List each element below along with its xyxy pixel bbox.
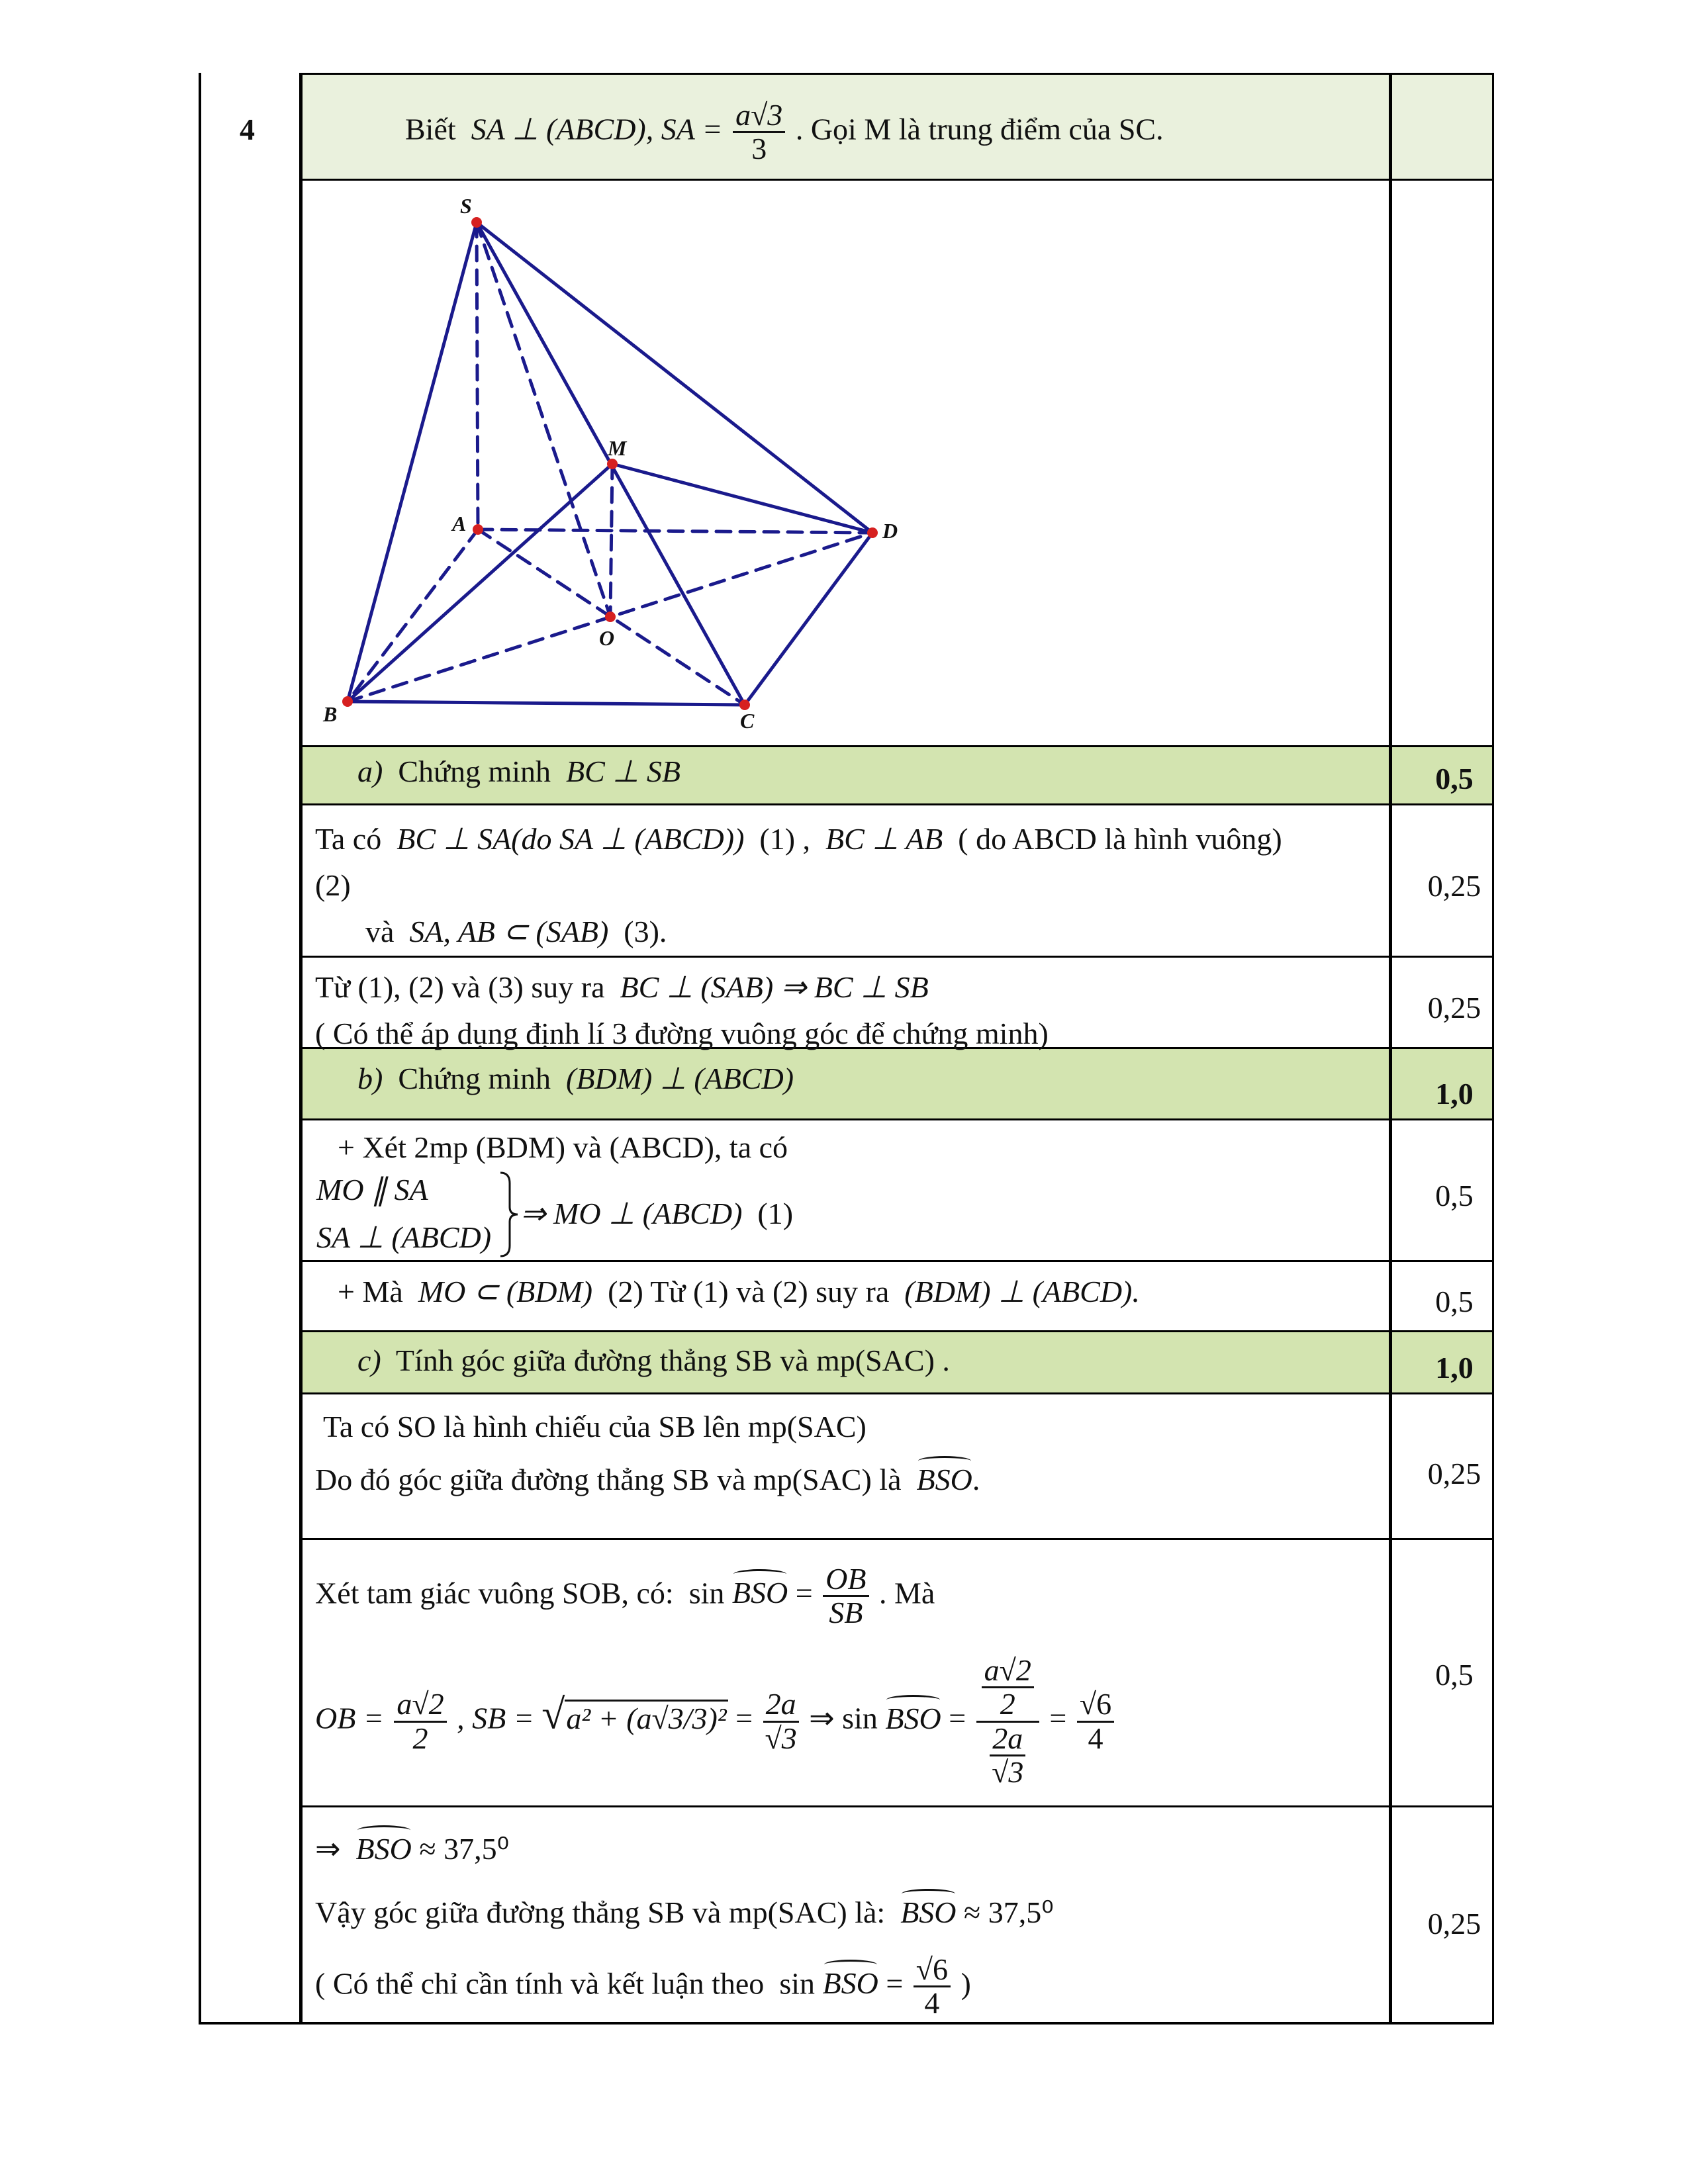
text-sin: sin [688, 1576, 725, 1610]
intro-given: SA ⊥ (ABCD), SA = [471, 112, 723, 146]
result-fraction [1077, 1688, 1114, 1754]
row-rule [299, 745, 1494, 747]
sb-numerator: 2a [763, 1688, 799, 1722]
text-sin: sin [779, 1966, 815, 2001]
table-bottom-border [199, 2022, 1494, 2025]
point-o [605, 612, 616, 622]
inner-top-denominator: 2 [1000, 1687, 1015, 1721]
compound-fraction [976, 1655, 1039, 1788]
part-b-title: Chứng minh [398, 1062, 551, 1095]
part-c-header-score: 1,0 [1435, 1351, 1474, 1385]
ob-denominator: 2 [412, 1721, 428, 1755]
inner-fraction-top [982, 1655, 1034, 1721]
row-rule [299, 1392, 1494, 1394]
part-a-label: a) [357, 754, 383, 788]
part-a-math: BC ⊥ SB [566, 754, 680, 788]
part-c-row3-line3 [315, 1954, 971, 2020]
row-rule [299, 179, 1494, 181]
part-a-row1-line3 [365, 915, 667, 950]
point-b [342, 696, 353, 707]
part-c-title: Tính góc giữa đường thẳng SB và mp(SAC) . [395, 1343, 950, 1377]
point-m [607, 459, 618, 469]
part-c-row1-score: 0,25 [1427, 1457, 1481, 1490]
ratio-numerator: OB [823, 1563, 868, 1597]
sa-denominator: 3 [751, 132, 767, 166]
hidden-edge-so [477, 222, 610, 617]
text-va: và [365, 915, 395, 948]
sa-numerator: a√3 [733, 99, 785, 133]
point-s [471, 217, 482, 228]
text-approx-value: ≈ 37,5⁰ [419, 1832, 510, 1866]
intro-statement [405, 99, 1164, 165]
math-bc-perp-sb-conclusion: BC ⊥ (SAB) ⇒ BC ⊥ SB [620, 970, 929, 1004]
ob-fraction [394, 1688, 446, 1754]
part-b-math: (BDM) ⊥ (ABCD) [566, 1062, 794, 1095]
system-brace-icon [496, 1170, 523, 1259]
text-tag-1: (1) [757, 1197, 794, 1230]
part-b-row2-score: 0,5 [1435, 1285, 1474, 1318]
point-d [867, 527, 878, 538]
hidden-edge-ab [348, 529, 478, 702]
text-tag-1: (1) , [759, 822, 811, 856]
table-left-border [199, 73, 201, 2024]
edge-bc [348, 702, 745, 705]
part-b-system-line1: MO ∥ SA [316, 1173, 428, 1206]
part-a-row2-line2: ( Có thể áp dụng định lí 3 đường vuông góc để chứng minh) [315, 1017, 1049, 1050]
label-m: M [608, 436, 627, 460]
edge-sb [348, 222, 477, 702]
angle-bso: BSO [822, 1966, 878, 2001]
sb-radicand: a² + (a√3/3)² [565, 1700, 727, 1737]
math-ob-eq: OB = [315, 1701, 384, 1735]
hidden-edge-mo [610, 464, 612, 617]
text-period: . [972, 1463, 980, 1496]
text-equals: = [949, 1701, 966, 1735]
sb-denominator: √3 [765, 1721, 797, 1755]
text-equals: = [1049, 1701, 1067, 1735]
edge-sd [477, 222, 872, 533]
label-a: A [452, 512, 467, 535]
point-a [473, 524, 483, 535]
part-b-row1-score: 0,5 [1435, 1179, 1474, 1212]
row-rule [299, 1330, 1494, 1332]
part-c-row3-score: 0,25 [1427, 1907, 1481, 1940]
math-sa-ab-in-sab: SA, AB ⊂ (SAB) [409, 915, 609, 948]
row-rule [299, 1805, 1494, 1807]
math-sb-eq: , SB = [457, 1701, 534, 1735]
question-number: 4 [240, 113, 255, 146]
part-c-row3-line2 [315, 1895, 1054, 1931]
text-co-the-chi-can: ( Có thể chỉ cần tính và kết luận theo [315, 1966, 765, 2001]
part-a-header [357, 754, 680, 790]
text-tag-3: (3). [624, 915, 667, 948]
row-rule [299, 1538, 1494, 1540]
edge-mb [348, 464, 615, 702]
ob-numerator: a√2 [394, 1688, 446, 1722]
sa-fraction [733, 99, 785, 165]
inner-bottom-denominator: √3 [992, 1754, 1024, 1789]
result-denominator: 4 [1088, 1721, 1103, 1755]
text-close-paren: ) [961, 1966, 971, 2001]
compound-denominator [976, 1723, 1039, 1789]
math-bc-perp-ab: BC ⊥ AB [825, 822, 943, 856]
text-square-reason: ( do ABCD là hình vuông) [958, 822, 1282, 856]
text-equals: = [795, 1576, 813, 1610]
sb-fraction [763, 1688, 799, 1754]
ratio-denominator: SB [829, 1596, 863, 1630]
part-a-title: Chứng minh [398, 754, 551, 788]
table-top-border [299, 73, 1494, 75]
part-c-row2-score: 0,5 [1435, 1658, 1474, 1692]
part-a-row2-score: 0,25 [1427, 991, 1481, 1024]
text-do-do-goc: Do đó góc giữa đường thẳng SB và mp(SAC) là [315, 1463, 902, 1496]
part-b-header [357, 1062, 794, 1097]
label-c: C [740, 709, 755, 733]
part-c-label: c) [357, 1343, 381, 1377]
text-equals: = [886, 1966, 904, 2001]
part-b-row1-line1: + Xét 2mp (BDM) và (ABCD), ta có [338, 1130, 788, 1164]
part-c-header [357, 1343, 950, 1379]
part-c-row2-line1 [315, 1563, 935, 1629]
pyramid-figure [305, 183, 900, 745]
label-o: O [599, 626, 615, 650]
part-b-system-line2: SA ⊥ (ABCD) [316, 1220, 492, 1254]
part-b-conclusion [520, 1197, 793, 1232]
label-d: D [882, 519, 898, 543]
part-c-row2-formula [315, 1655, 1117, 1788]
text-approx-value: ≈ 37,5⁰ [964, 1895, 1054, 1929]
text-equals: = [735, 1701, 753, 1735]
text-ta-co: Ta có [315, 822, 382, 856]
hidden-edge-sa [477, 222, 478, 529]
compound-numerator [976, 1655, 1039, 1723]
row-rule [299, 1260, 1494, 1262]
part-b-header-score: 1,0 [1435, 1077, 1474, 1111]
part-a-row1-line1 [315, 822, 1282, 857]
sin-value-numerator: √6 [914, 1954, 951, 1987]
part-a-header-score: 0,5 [1435, 762, 1474, 796]
text-tag2-suy-ra: (2) Từ (1) và (2) suy ra [608, 1275, 890, 1308]
part-a-row1-line2: (2) [315, 868, 351, 902]
part-a-row1-score: 0,25 [1427, 869, 1481, 903]
inner-bottom-numerator: 2a [990, 1723, 1025, 1756]
edge-cd [745, 533, 872, 705]
sin-value-denominator: 4 [924, 1986, 940, 2021]
text-implies: ⇒ [315, 1832, 341, 1866]
angle-bso: BSO [885, 1701, 941, 1735]
inner-fraction-bottom [990, 1723, 1025, 1789]
math-mo-in-bdm: MO ⊂ (BDM) [418, 1275, 593, 1308]
angle-bso: BSO [731, 1576, 788, 1610]
radical-sign: √ [541, 1690, 565, 1738]
angle-bso: BSO [916, 1463, 972, 1496]
intro-suffix: . Gọi M là trung điểm của SC. [795, 112, 1164, 146]
row-rule [299, 1118, 1494, 1120]
angle-bso: BSO [355, 1832, 412, 1866]
part-b-row2 [338, 1275, 1140, 1310]
row-rule [299, 956, 1494, 958]
math-planes-perp: (BDM) ⊥ (ABCD). [904, 1275, 1140, 1308]
text-vay-goc: Vậy góc giữa đường thẳng SB và mp(SAC) là: [315, 1895, 886, 1929]
sin-value-fraction [914, 1954, 951, 2020]
edge-md [612, 464, 872, 533]
label-b: B [323, 702, 338, 726]
part-b-label: b) [357, 1062, 383, 1095]
math-mo-perp-abcd: ⇒ MO ⊥ (ABCD) [520, 1197, 743, 1230]
result-numerator: √6 [1077, 1688, 1114, 1722]
ratio-ob-sb [823, 1563, 868, 1629]
intro-prefix: Biết [405, 112, 456, 146]
part-c-row3-line1 [315, 1832, 509, 1867]
part-a-row2-line1 [315, 970, 929, 1005]
angle-bso: BSO [900, 1895, 957, 1929]
text-xet-tam-giac: Xét tam giác vuông SOB, có: [315, 1576, 674, 1610]
text-ma: + Mà [338, 1275, 403, 1308]
math-bc-perp-sa: BC ⊥ SA(do SA ⊥ (ABCD)) [397, 822, 745, 856]
row-rule [299, 803, 1494, 805]
inner-top-numerator: a√2 [982, 1655, 1034, 1688]
text-tu-suy-ra: Từ (1), (2) và (3) suy ra [315, 970, 605, 1004]
text-implies-sin: ⇒ sin [809, 1701, 878, 1735]
label-s: S [460, 194, 472, 218]
text-ma: . Mà [879, 1576, 935, 1610]
part-c-row1-line1: Ta có SO là hình chiếu của SB lên mp(SAC) [323, 1410, 867, 1443]
part-c-row1-line2 [315, 1463, 980, 1498]
